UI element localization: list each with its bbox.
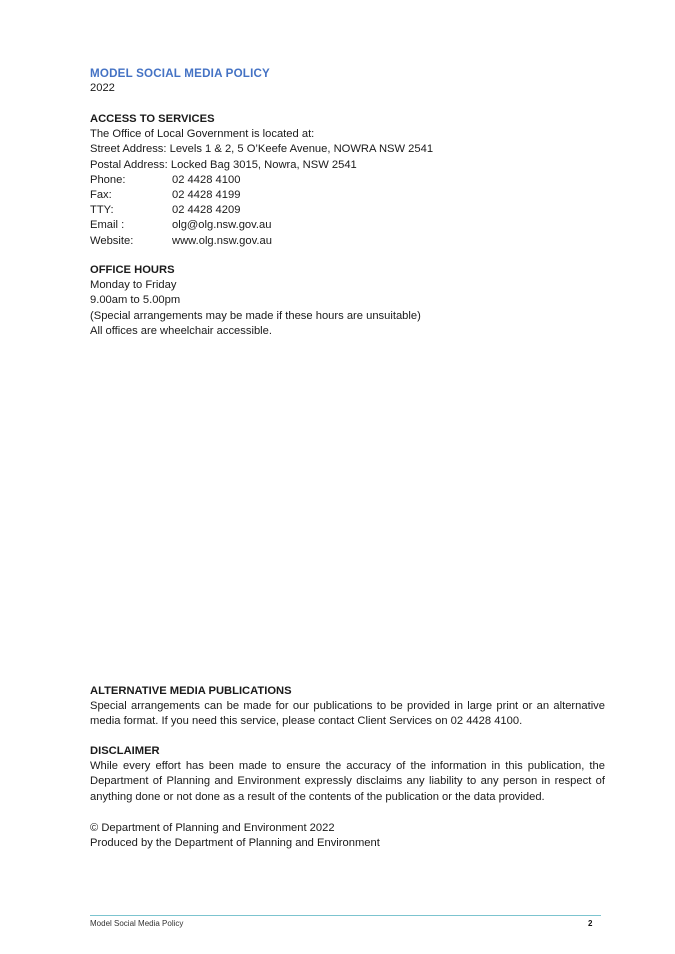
access-section: [90, 112, 610, 249]
contact-label: Email :: [90, 219, 125, 232]
alternative-media-section: [90, 684, 610, 730]
contact-value: 02 4428 4209: [172, 204, 241, 217]
document-title: MODEL SOCIAL MEDIA POLICY: [90, 67, 270, 80]
contact-row-phone: [90, 173, 610, 188]
alternative-media-text: Special arrangements can be made for our publications to be provided in large print or an alternative media format. If you need this service, please contact Client Services on 02 4428 4100.: [90, 700, 605, 728]
hours-line: 9.00am to 5.00pm: [90, 294, 181, 307]
access-intro: The Office of Local Government is located at:: [90, 128, 315, 141]
contact-row-email: [90, 218, 610, 233]
footer-page-number: 2: [588, 919, 593, 928]
document-year: 2022: [90, 82, 115, 95]
hours-line: (Special arrangements may be made if these hours are unsuitable): [90, 309, 421, 322]
contact-label: TTY:: [90, 204, 114, 217]
hours-line: Monday to Friday: [90, 279, 177, 292]
alternative-media-heading: ALTERNATIVE MEDIA PUBLICATIONS: [90, 685, 292, 697]
contact-value: www.olg.nsw.gov.au: [172, 234, 272, 247]
contact-value: 02 4428 4199: [172, 189, 241, 202]
contact-value: 02 4428 4100: [172, 173, 241, 186]
contact-row-fax: [90, 188, 610, 203]
title-block: [90, 66, 610, 96]
produced-by-line: Produced by the Department of Planning and Environment: [90, 837, 380, 850]
contact-label: Fax:: [90, 189, 112, 202]
disclaimer-heading: DISCLAIMER: [90, 745, 160, 757]
contact-row-website: [90, 234, 610, 249]
contact-label: Website:: [90, 234, 134, 247]
office-hours-section: [90, 263, 610, 339]
access-heading: ACCESS TO SERVICES: [90, 113, 215, 125]
office-hours-heading: OFFICE HOURS: [90, 264, 175, 276]
postal-address: Postal Address: Locked Bag 3015, Nowra, NSW 2541: [90, 158, 357, 171]
footer-divider: [90, 915, 601, 916]
footer-document-name: Model Social Media Policy: [90, 919, 184, 928]
contact-row-tty: [90, 203, 610, 218]
contact-label: Phone:: [90, 173, 126, 186]
copyright-section: [90, 821, 610, 851]
contact-value: olg@olg.nsw.gov.au: [172, 219, 272, 232]
street-address: Street Address: Levels 1 & 2, 5 O’Keefe Avenue, NOWRA NSW 2541: [90, 143, 434, 156]
copyright-line: © Department of Planning and Environment 2022: [90, 822, 335, 834]
disclaimer-text: While every effort has been made to ensure the accuracy of the information in this publication, the Department of Planning and Environment expressly disclaims any liability to any person in respect of anything done or not done as a result of the contents of the publication or the data provided.: [90, 760, 605, 803]
hours-line: All offices are wheelchair accessible.: [90, 324, 272, 337]
disclaimer-section: [90, 744, 610, 805]
